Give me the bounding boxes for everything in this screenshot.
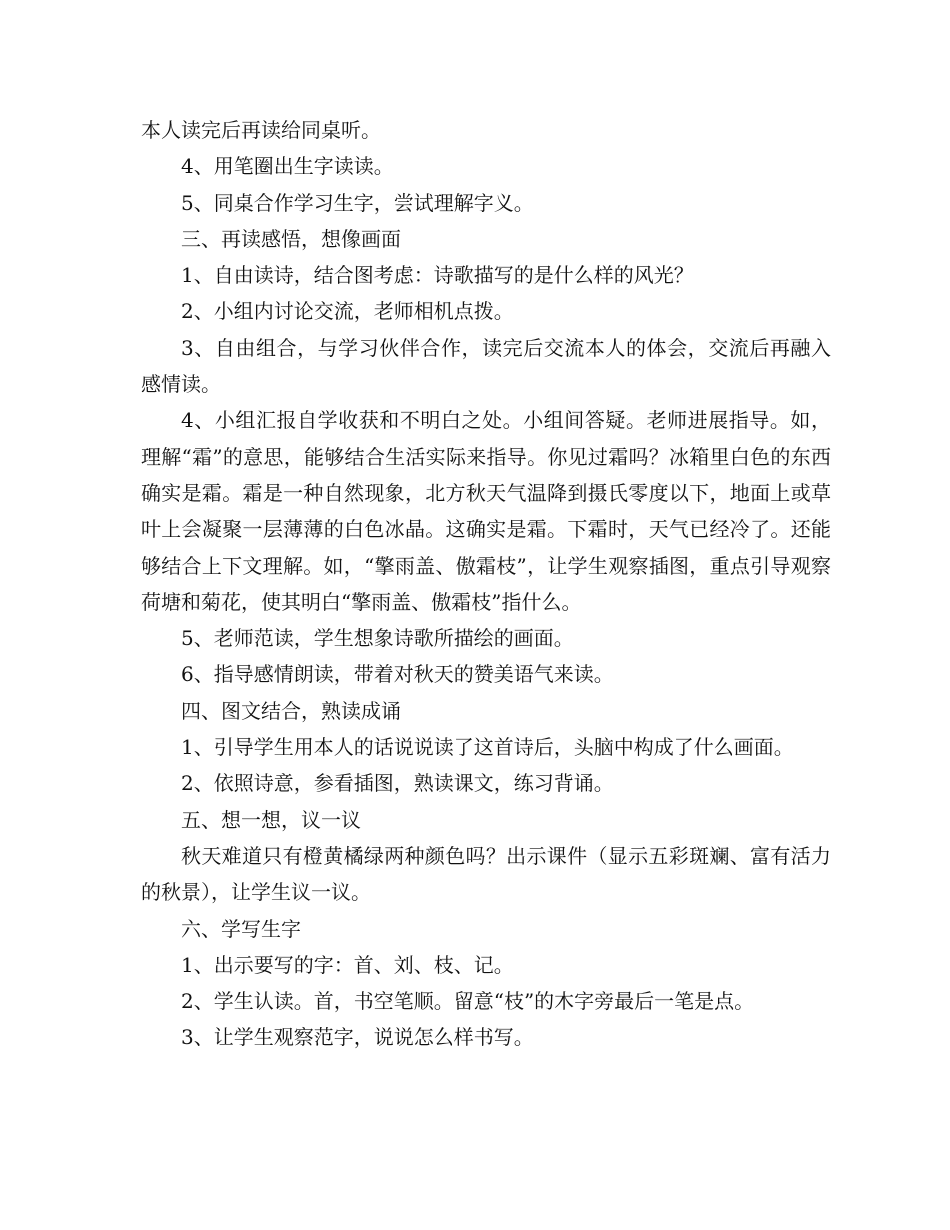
paragraph: 秋天难道只有橙黄橘绿两种颜色吗？出示课件（显示五彩斑斓、富有活力的秋景），让学生议一议。 — [141, 843, 831, 905]
paragraph: 6、指导感情朗读，带着对秋天的赞美语气来读。 — [181, 662, 614, 687]
paragraph: 2、学生认读。首，书空笔顺。留意“枝”的木字旁最后一笔是点。 — [181, 989, 755, 1014]
paragraph: 3、自由组合，与学习伙伴合作，读完后交流本人的体会，交流后再融入感情读。 — [141, 335, 831, 397]
paragraph: 3、让学生观察范字，说说怎么样书写。 — [181, 1025, 534, 1050]
paragraph: 2、依照诗意，参看插图，熟读课文，练习背诵。 — [181, 771, 614, 796]
paragraph: 2、小组内讨论交流，老师相机点拨。 — [181, 299, 514, 324]
document-body — [141, 112, 831, 1056]
paragraph: 本人读完后再读给同桌听。 — [141, 118, 381, 142]
paragraph: 1、自由读诗，结合图考虑：诗歌描写的是什么样的风光？ — [181, 263, 694, 288]
section-heading: 六、学写生字 — [181, 916, 301, 941]
paragraph: 4、用笔圈出生字读读。 — [181, 154, 394, 179]
paragraph: 5、同桌合作学习生字，尝试理解字义。 — [181, 190, 534, 215]
paragraph: 4、小组汇报自学收获和不明白之处。小组间答疑。老师进展指导。如，理解“霜”的意思，能够结合生活实际来指导。你见过霜吗？冰箱里白色的东西确实是霜。霜是一种自然现象，北方秋天气温降到摄氏零度以下，地面上或草叶上会凝聚一层薄薄的白色冰晶。这确实是霜。下霜时，天气已经冷了。还能够结合上下文理解。如，“擎雨盖、傲霜枝”，让学生观察插图，重点引导观察荷塘和菊花，使其明白“擎雨盖、傲霜枝”指什么。 — [141, 408, 831, 614]
section-heading: 三、再读感悟，想像画面 — [181, 226, 401, 251]
paragraph: 1、出示要写的字：首、刘、枝、记。 — [181, 952, 514, 977]
section-heading: 四、图文结合，熟读成诵 — [181, 698, 401, 723]
paragraph: 5、老师范读，学生想象诗歌所描绘的画面。 — [181, 626, 574, 651]
paragraph: 1、引导学生用本人的话说说读了这首诗后，头脑中构成了什么画面。 — [181, 735, 794, 760]
section-heading: 五、想一想，议一议 — [181, 807, 361, 832]
